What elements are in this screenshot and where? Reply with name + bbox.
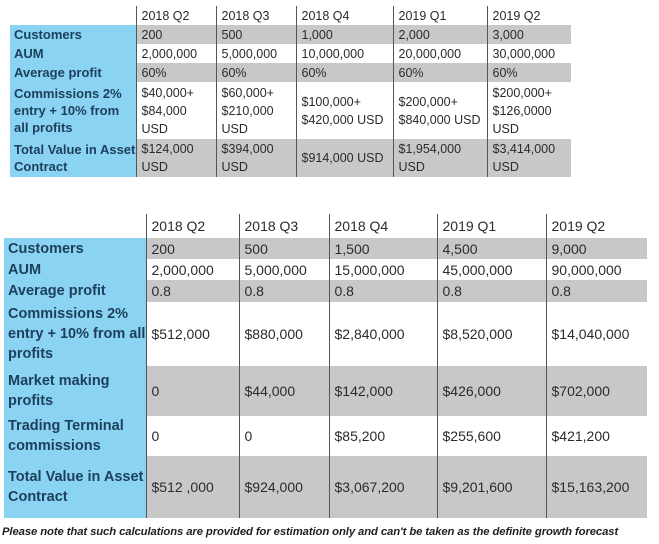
row-label-total-value: Total Value in Asset Contract bbox=[10, 139, 136, 177]
table-cell: $44,000 bbox=[239, 366, 329, 416]
forecast-table-conservative bbox=[10, 6, 571, 177]
table-cell: 15,000,000 bbox=[329, 259, 437, 280]
table-cell: $394,000 USD bbox=[216, 139, 296, 177]
table-cell: $914,000 USD bbox=[296, 139, 393, 177]
row-label-market-making: Market making profits bbox=[4, 366, 146, 416]
table-row bbox=[10, 44, 571, 63]
column-header: 2019 Q2 bbox=[546, 214, 647, 238]
table-cell: 45,000,000 bbox=[437, 259, 546, 280]
column-header: 2019 Q1 bbox=[393, 6, 487, 25]
table-cell: 0 bbox=[146, 416, 239, 456]
row-label-commissions: Commissions 2% entry + 10% from all profits bbox=[4, 302, 146, 366]
table-header-row bbox=[10, 6, 571, 25]
table-row bbox=[10, 82, 571, 139]
table-cell: $200,000+ $126,0000 USD bbox=[487, 82, 571, 139]
table-cell: 1,500 bbox=[329, 238, 437, 259]
table-cell: $924,000 bbox=[239, 456, 329, 518]
table-cell: 0.8 bbox=[146, 280, 239, 302]
table-cell: 60% bbox=[296, 63, 393, 82]
table-row bbox=[4, 366, 647, 416]
column-header: 2018 Q3 bbox=[216, 6, 296, 25]
table-cell: $200,000+ $840,000 USD bbox=[393, 82, 487, 139]
table-cell: 0 bbox=[146, 366, 239, 416]
header-corner bbox=[4, 214, 146, 238]
table-cell: $124,000 USD bbox=[136, 139, 216, 177]
table-cell: $40,000+ $84,000 USD bbox=[136, 82, 216, 139]
table-cell: $142,000 bbox=[329, 366, 437, 416]
table-row bbox=[4, 416, 647, 456]
row-label-total-value: Total Value in Asset Contract bbox=[4, 456, 146, 518]
table-cell: $15,163,200 bbox=[546, 456, 647, 518]
table-cell: $2,840,000 bbox=[329, 302, 437, 366]
table-cell: 9,000 bbox=[546, 238, 647, 259]
row-label-customers: Customers bbox=[10, 25, 136, 44]
table-cell: 5,000,000 bbox=[239, 259, 329, 280]
row-label-trading-terminal: Trading Terminal commissions bbox=[4, 416, 146, 456]
table-cell: 2,000,000 bbox=[136, 44, 216, 63]
column-header: 2018 Q4 bbox=[296, 6, 393, 25]
table-cell: 200 bbox=[136, 25, 216, 44]
table-header-row bbox=[4, 214, 647, 238]
table-row bbox=[10, 63, 571, 82]
row-label-aum: AUM bbox=[4, 259, 146, 280]
table-cell: 0 bbox=[239, 416, 329, 456]
table-cell: $85,200 bbox=[329, 416, 437, 456]
table-cell: 3,000 bbox=[487, 25, 571, 44]
table-cell: 1,000 bbox=[296, 25, 393, 44]
table-cell: 500 bbox=[239, 238, 329, 259]
table-cell: $8,520,000 bbox=[437, 302, 546, 366]
table-cell: $421,200 bbox=[546, 416, 647, 456]
table-cell: 0.8 bbox=[239, 280, 329, 302]
table-cell: 60% bbox=[136, 63, 216, 82]
table-row bbox=[10, 25, 571, 44]
table-cell: $426,000 bbox=[437, 366, 546, 416]
table-row bbox=[4, 280, 647, 302]
table-cell: 10,000,000 bbox=[296, 44, 393, 63]
table-cell: $880,000 bbox=[239, 302, 329, 366]
table-cell: $100,000+ $420,000 USD bbox=[296, 82, 393, 139]
table-cell: $512 ,000 bbox=[146, 456, 239, 518]
table-cell: 0.8 bbox=[329, 280, 437, 302]
forecast-table-optimistic bbox=[4, 214, 647, 518]
column-header: 2018 Q3 bbox=[239, 214, 329, 238]
table-cell: 2,000,000 bbox=[146, 259, 239, 280]
table-cell: $1,954,000 USD bbox=[393, 139, 487, 177]
table-cell: 0.8 bbox=[546, 280, 647, 302]
table-cell: $3,067,200 bbox=[329, 456, 437, 518]
table-cell: 60% bbox=[487, 63, 571, 82]
table-cell: $14,040,000 bbox=[546, 302, 647, 366]
table-cell: 20,000,000 bbox=[393, 44, 487, 63]
table-cell: $512,000 bbox=[146, 302, 239, 366]
column-header: 2018 Q2 bbox=[136, 6, 216, 25]
table-cell: 4,500 bbox=[437, 238, 546, 259]
column-header: 2018 Q4 bbox=[329, 214, 437, 238]
row-label-aum: AUM bbox=[10, 44, 136, 63]
disclaimer-note: Please note that such calculations are provided for estimation only and can't be taken as the definite growth forecast bbox=[2, 526, 619, 538]
column-header: 2019 Q1 bbox=[437, 214, 546, 238]
table-cell: $60,000+ $210,000 USD bbox=[216, 82, 296, 139]
table-row bbox=[4, 238, 647, 259]
row-label-average-profit: Average profit bbox=[4, 280, 146, 302]
table-row bbox=[4, 259, 647, 280]
table-cell: $9,201,600 bbox=[437, 456, 546, 518]
column-header: 2018 Q2 bbox=[146, 214, 239, 238]
table-cell: 60% bbox=[393, 63, 487, 82]
table-cell: 200 bbox=[146, 238, 239, 259]
table-cell: 500 bbox=[216, 25, 296, 44]
table-cell: 90,000,000 bbox=[546, 259, 647, 280]
table-row bbox=[4, 456, 647, 518]
table-row bbox=[10, 139, 571, 177]
column-header: 2019 Q2 bbox=[487, 6, 571, 25]
table-cell: 0.8 bbox=[437, 280, 546, 302]
table-row bbox=[4, 302, 647, 366]
header-corner bbox=[10, 6, 136, 25]
row-label-commissions: Commissions 2% entry + 10% from all profits bbox=[10, 82, 136, 139]
table-cell: 30,000,000 bbox=[487, 44, 571, 63]
table-cell: 5,000,000 bbox=[216, 44, 296, 63]
table-cell: $3,414,000 USD bbox=[487, 139, 571, 177]
table-cell: $255,600 bbox=[437, 416, 546, 456]
table-cell: $702,000 bbox=[546, 366, 647, 416]
table-cell: 2,000 bbox=[393, 25, 487, 44]
row-label-average-profit: Average profit bbox=[10, 63, 136, 82]
row-label-customers: Customers bbox=[4, 238, 146, 259]
table-cell: 60% bbox=[216, 63, 296, 82]
